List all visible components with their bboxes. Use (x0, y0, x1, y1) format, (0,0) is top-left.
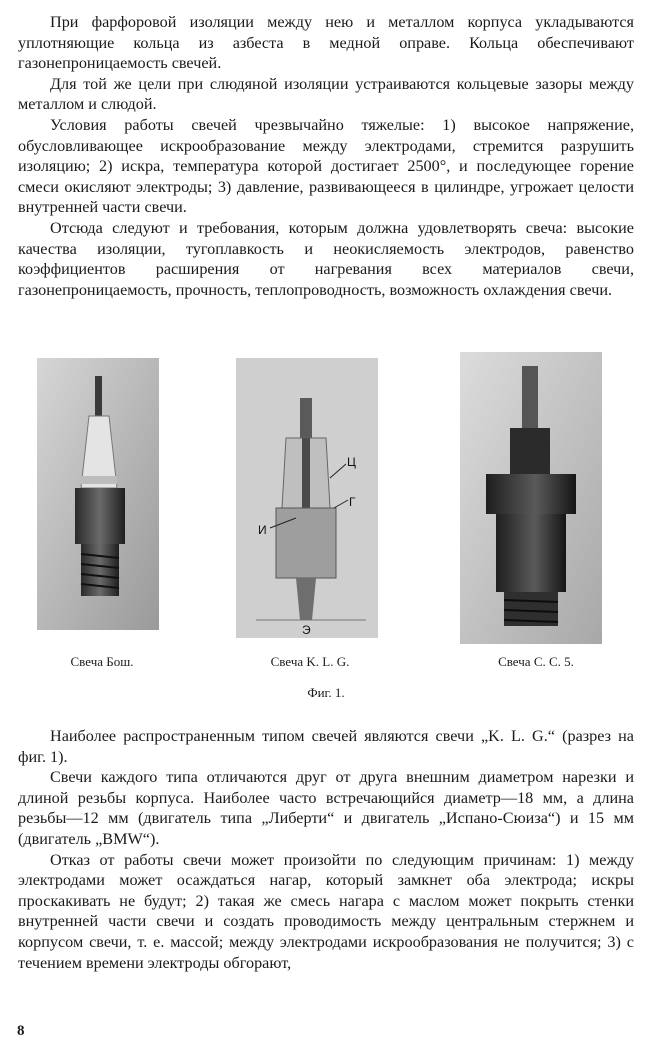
paragraph: Свечи каждого типа отличаются друг от друга внешним диаметром нарезки и длиной резьбы корпуса. Наиболее часто встречающийся диаметр—18 мм, а длина резьбы—12 мм (двигатель типа „Либерти“ и двигатель „Испано-Сюиза“) и 15 мм (двигатель „BMW“). (18, 768, 634, 848)
klg-cutaway-photo (236, 358, 378, 638)
paragraph: Отсюда следуют и требования, которым должна удовлетворять свеча: высокие качества изоляции, тугоплавкость и неокисляемость электродов, равенство коэффициентов расширения от нагревания всех материалов свечи, газонепроницаемость, прочность, теплопроводность, возможность охлаждения свечи. (18, 218, 634, 299)
klg-cutaway-image (236, 358, 378, 638)
figure-label: Фиг. 1. (307, 685, 345, 700)
cc5-plug-photo (460, 352, 602, 644)
cutaway-label-mid-right: Г (349, 495, 356, 509)
cutaway-label-left: И (258, 523, 267, 537)
cutaway-label-top-right: Ц (347, 455, 356, 469)
bosch-plug-image (37, 358, 159, 630)
caption-bosch: Свеча Бош. (70, 654, 134, 669)
cutaway-label-bottom: Э (302, 623, 311, 637)
paragraph: Условия работы свечей чрезвычайно тяжелые: 1) высокое напряжение, обусловливающее искрообразование между электродами, стремится разрушить изоляцию; 2) искра, температура которой достигает 2500°, и последующее горение смеси окисляют электроды; 3) давление, развивающееся в цилиндре, угрожает целости внутренней части свечи. (18, 115, 634, 217)
page-number: 8 (17, 1023, 25, 1039)
cc5-plug-image (460, 352, 602, 644)
paragraph: Отказ от работы свечи может произойти по следующим причинам: 1) между электродами может осаждаться нагар, который замкнет оба электрода; искры проскакивать не будут; 2) такая же смесь нагара с маслом может покрыть стенки внутренней части свечи и создать проводимость между центральным стержнем и корпусом свечи, т. е. массой; между электродами искрообразования не получится; 3) с течением времени электроды обгорают, (18, 850, 634, 972)
bottom-text (18, 726, 634, 973)
top-text (18, 12, 634, 300)
caption-cc5: Свеча C. C. 5. (498, 654, 574, 669)
bosch-plug-photo (37, 358, 159, 630)
paragraph: При фарфоровой изоляции между нею и металлом корпуса укладываются уплотняющие кольца из азбеста в медной оправе. Кольца обеспечивают газонепроницаемость свечей. (18, 13, 634, 73)
caption-klg: Свеча K. L. G. (270, 654, 350, 669)
paragraph: Для той же цели при слюдяной изоляции устраиваются кольцевые зазоры между металлом и слюдой. (18, 74, 634, 114)
paragraph: Наиболее распространенным типом свечей являются свечи „K. L. G.“ (разрез на фиг. 1). (18, 727, 634, 766)
